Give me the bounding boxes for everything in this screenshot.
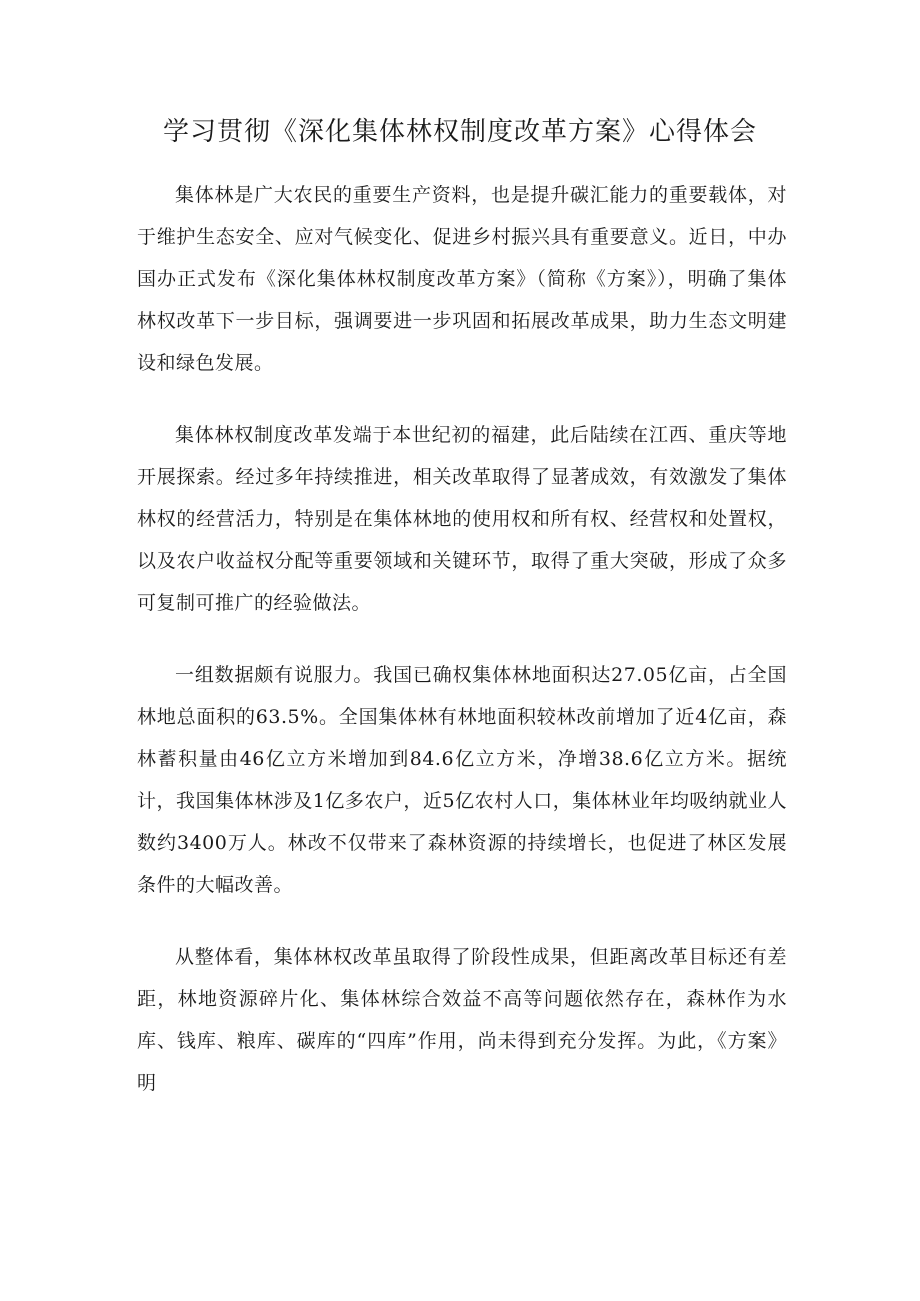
- paragraph-intro: 集体林是广大农民的重要生产资料，也是提升碳汇能力的重要载体，对于维护生态安全、应对气候变化、促进乡村振兴具有重要意义。近日，中办国办正式发布《深化集体林权制度改革方案》（简称《方案》），明确了集体林权改革下一步目标，强调要进一步巩固和拓展改革成果，助力生态文明建设和绿色发展。: [137, 184, 787, 374]
- paragraph-statistics: 一组数据颇有说服力。我国已确权集体林地面积达27.05亿亩，占全国林地总面积的63.5%。全国集体林有林地面积较林改前增加了近4亿亩，森林蓄积量由46亿立方米增加到84.6亿立方米，净增38.6亿立方米。据统计，我国集体林涉及1亿多农户，近5亿农村人口，集体林业年均吸纳就业人数约3400万人。林改不仅带来了森林资源的持续增长，也促进了林区发展条件的大幅改善。: [137, 664, 787, 896]
- paragraph-history: 集体林权制度改革发端于本世纪初的福建，此后陆续在江西、重庆等地开展探索。经过多年持续推进，相关改革取得了显著成效，有效激发了集体林权的经营活力，特别是在集体林地的使用权和所有权、经营权和处置权，以及农户收益权分配等重要领域和关键环节，取得了重大突破，形成了众多可复制可推广的经验做法。: [137, 424, 787, 614]
- document-body: [137, 174, 787, 1134]
- paragraph-challenges: 从整体看，集体林权改革虽取得了阶段性成果，但距离改革目标还有差距，林地资源碎片化、集体林综合效益不高等问题依然存在，森林作为水库、钱库、粮库、碳库的“四库”作用，尚未得到充分发挥。为此，《方案》明: [137, 946, 787, 1094]
- document-title: 学习贯彻《深化集体林权制度改革方案》心得体会: [162, 117, 757, 147]
